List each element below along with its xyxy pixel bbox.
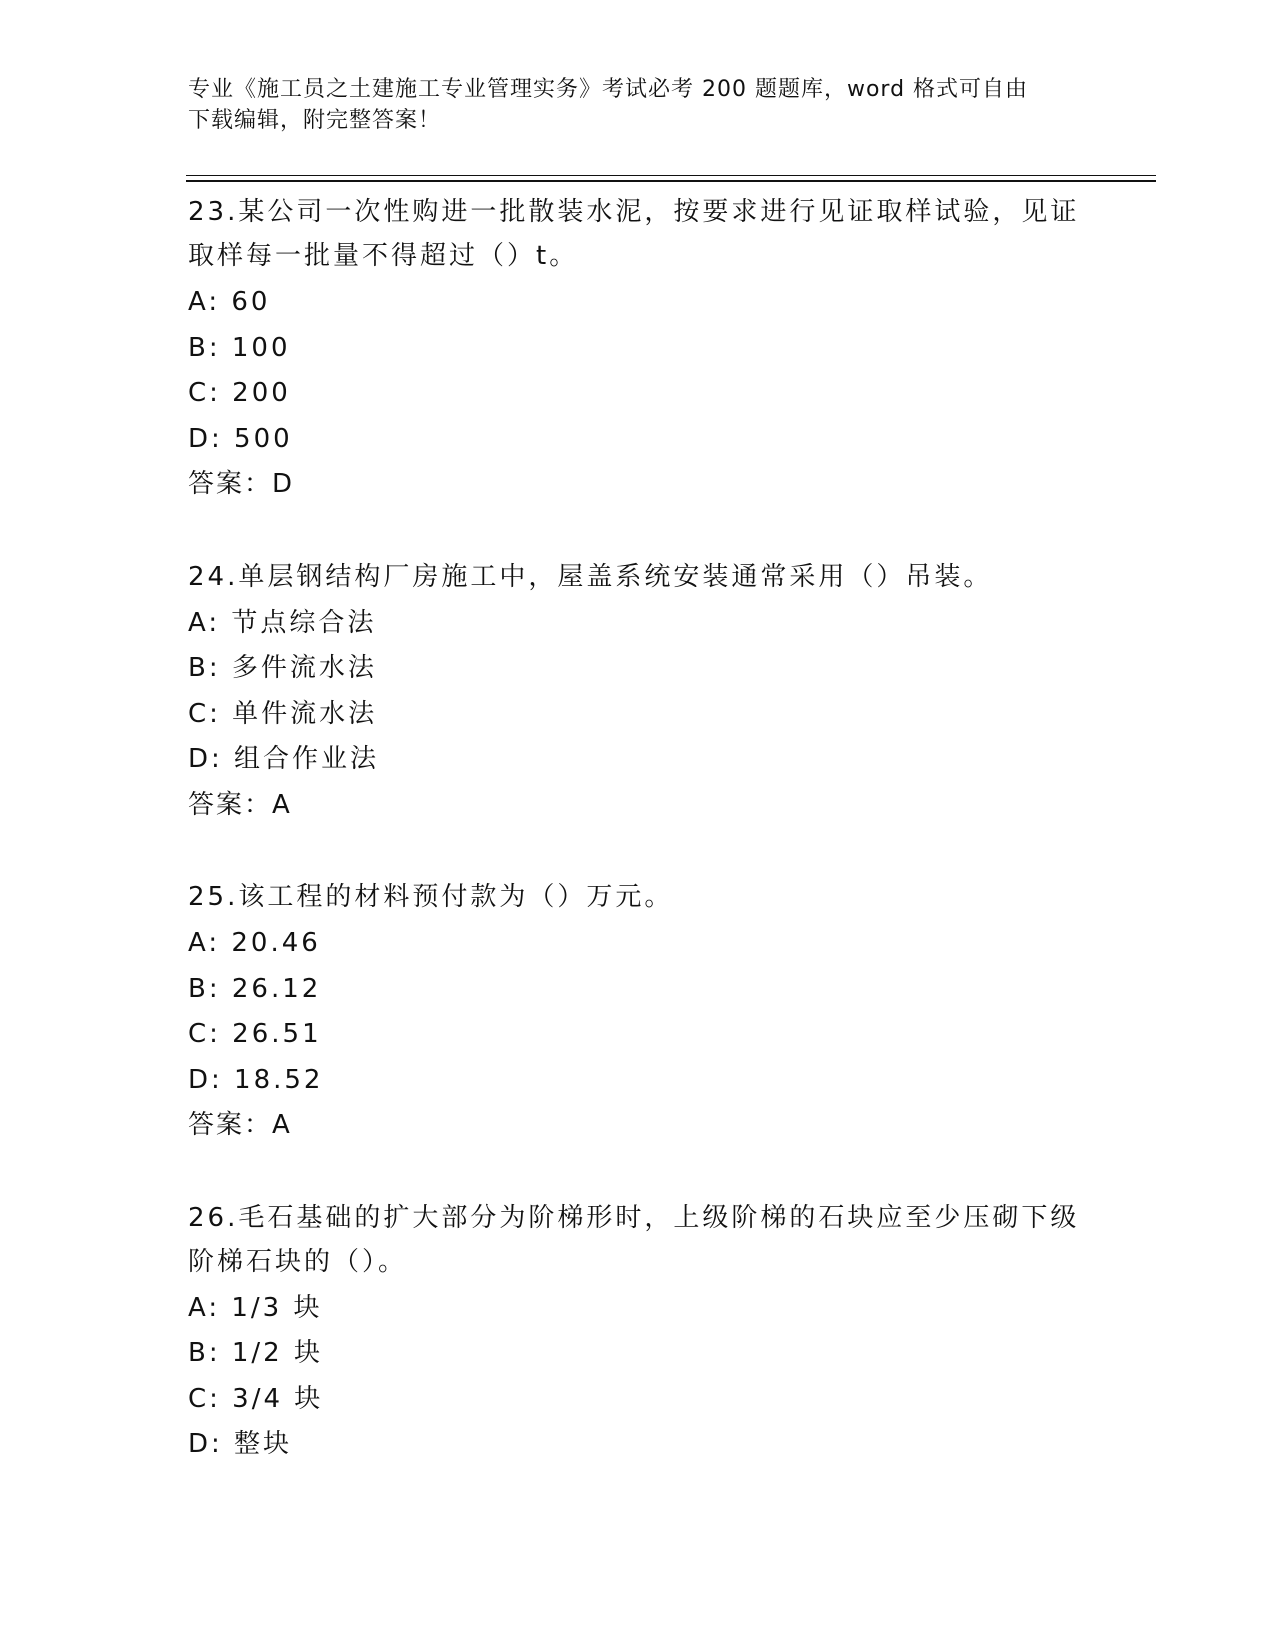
answer-value: A (272, 789, 290, 820)
question-stem (188, 875, 1088, 919)
option-a: A: 1/3 块 (188, 1292, 323, 1323)
header-divider-thin (186, 175, 1156, 176)
option-d: D: 整块 (188, 1429, 293, 1459)
option-b: B: 100 (188, 332, 291, 363)
stem-line: 阶梯石块的（）。 (188, 1246, 408, 1277)
stem-line: 取样每一批量不得超过（）t。 (188, 241, 579, 271)
answer-label: 答案： (188, 789, 273, 820)
question-24 (188, 555, 1088, 829)
option-c: C: 26.51 (188, 1019, 322, 1049)
question-23 (188, 190, 1088, 508)
option-c: C: 200 (188, 378, 291, 408)
option-d: D: 18.52 (188, 1064, 324, 1095)
stem-line: 24.单层钢结构厂房施工中，屋盖系统安装通常采用（）吊装。 (188, 561, 993, 592)
option-d: D: 组合作业法 (188, 744, 380, 774)
header-divider-thick (186, 180, 1156, 182)
header-line-1: 专业《施工员之土建施工专业管理实务》考试必考 200 题题库，word 格式可自由 (188, 77, 1029, 102)
question-25 (188, 875, 1088, 1149)
question-stem (188, 1196, 1088, 1284)
option-b: B: 多件流水法 (188, 653, 377, 683)
answer-value: D (272, 469, 293, 499)
header-line-2: 下载编辑，附完整答案！ (188, 108, 442, 133)
stem-line: 25.该工程的材料预付款为（）万元。 (188, 882, 674, 912)
answer-label: 答案： (188, 469, 273, 499)
question-list (188, 190, 1088, 1515)
question-26 (188, 1196, 1088, 1468)
option-a: A: 60 (188, 287, 271, 317)
option-a: A: 20.46 (188, 928, 321, 958)
answer-label: 答案： (188, 1110, 273, 1140)
option-c: C: 单件流水法 (188, 698, 378, 729)
question-stem (188, 190, 1088, 278)
option-b: B: 1/2 块 (188, 1338, 323, 1368)
document-header (188, 74, 1088, 136)
stem-line: 23.某公司一次性购进一批散装水泥，按要求进行见证取样试验，见证 (188, 197, 1080, 227)
option-c: C: 3/4 块 (188, 1383, 324, 1414)
answer-value: A (272, 1110, 290, 1140)
question-stem (188, 555, 1088, 599)
stem-line: 26.毛石基础的扩大部分为阶梯形时，上级阶梯的石块应至少压砌下级 (188, 1202, 1080, 1233)
option-d: D: 500 (188, 423, 293, 454)
option-a: A: 节点综合法 (188, 607, 377, 638)
answer (188, 462, 1088, 508)
option-b: B: 26.12 (188, 973, 322, 1004)
answer (188, 1103, 1088, 1149)
answer (188, 783, 1088, 829)
